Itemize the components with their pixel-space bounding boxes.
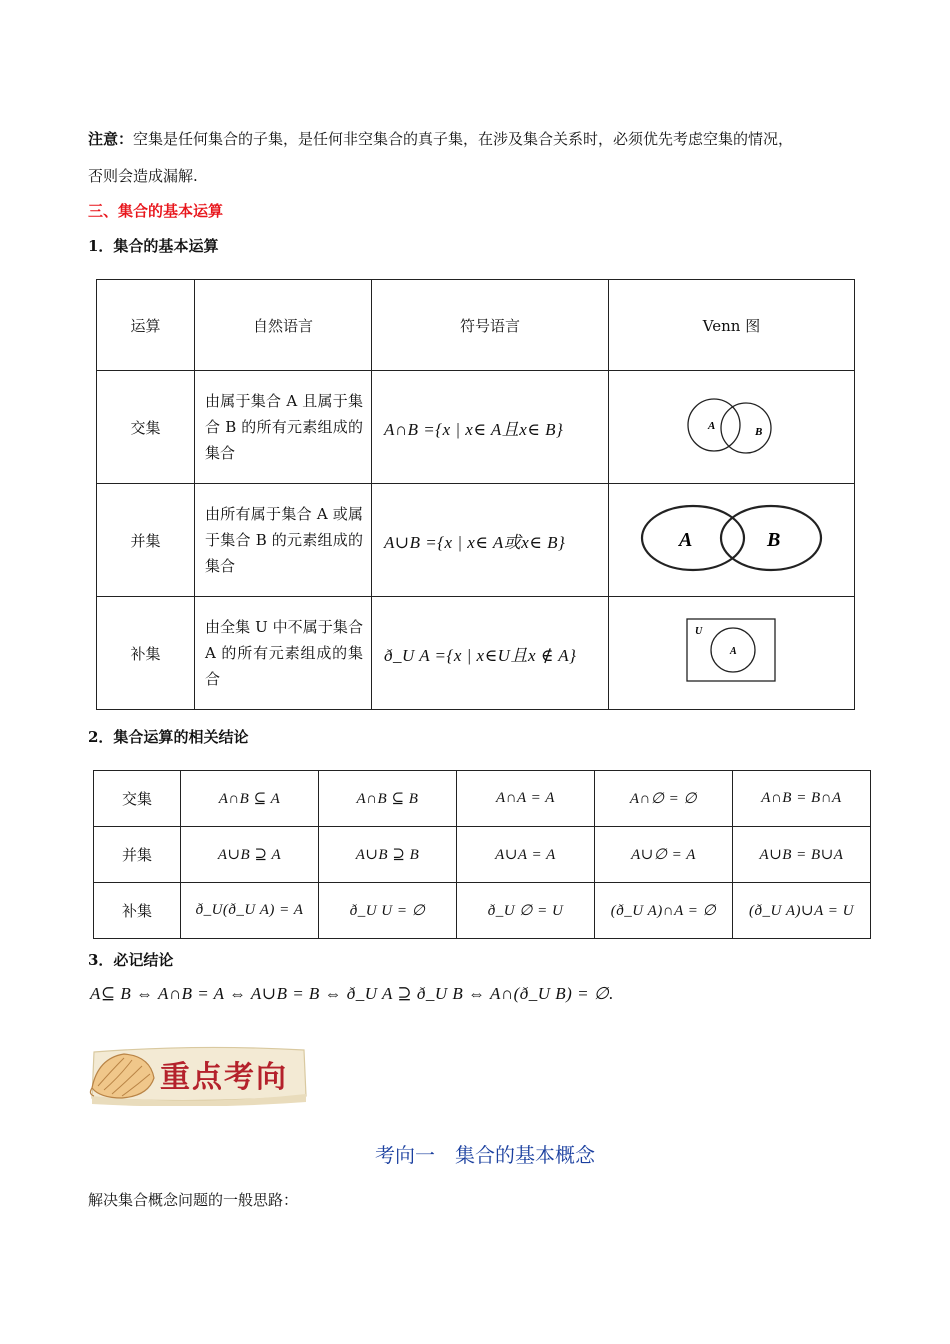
venn-label-b: B [766, 529, 780, 551]
natural-text: 由所有属于集合 A 或属于集合 B 的元素组成的集合 [205, 505, 363, 575]
table-row [97, 597, 855, 710]
set-conclusions-table [93, 770, 871, 939]
venn-complement-diagram [685, 617, 779, 685]
formula-cell: ð_U(ð_U A) = A [181, 883, 319, 939]
note-line-2: 否则会造成漏解. [88, 167, 198, 185]
key-conclusion: A⊆ B ⇔ A∩B = A ⇔ A∪B = B ⇔ ð_U A ⊇ ð_U B ⇔ A∩(ð_U B) = ∅. [90, 984, 614, 1003]
formula-cell: A∪A = A [457, 827, 595, 883]
note-label: 注意： [88, 130, 134, 148]
table-row [94, 827, 871, 883]
banner-title: 重点考向 [160, 1060, 288, 1095]
venn-label-a: A [678, 529, 692, 551]
shell-icon [88, 1048, 158, 1102]
formula-cell: A∪B ⊇ B [319, 827, 457, 883]
formula-cell: ð_U U = ∅ [319, 883, 457, 939]
venn-circle-b [721, 403, 771, 453]
formula-cell: A∪∅ = A [595, 827, 733, 883]
formula-cell: A∩A = A [457, 771, 595, 827]
subsection-title-2: 2．集合运算的相关结论 [88, 728, 249, 746]
table-row [94, 883, 871, 939]
formula-cell: (ð_U A)∩A = ∅ [595, 883, 733, 939]
header-natural-language: 自然语言 [195, 280, 372, 371]
key-directions-banner [88, 1044, 310, 1106]
table-header-row [97, 280, 855, 371]
formula-cell: A∩∅ = ∅ [595, 771, 733, 827]
natural-text: 由全集 U 中不属于集合 A 的所有元素组成的集合 [205, 618, 363, 688]
direction-title: 考向一 集合的基本概念 [375, 1143, 595, 1167]
formula-cell: (ð_U A)∪A = U [733, 883, 871, 939]
op-label: 交集 [97, 371, 195, 484]
formula-cell: A∩B = B∩A [733, 771, 871, 827]
formula-cell: ð_U ∅ = U [457, 883, 595, 939]
symbol-text: A∪B ={x | x∈ A或x∈ B} [384, 532, 566, 552]
subsection-title-1: 1．集合的基本运算 [88, 237, 219, 255]
subsection-title-3: 3．必记结论 [88, 951, 174, 969]
row-label: 补集 [94, 883, 181, 939]
intro-text: 解决集合概念问题的一般思路： [88, 1191, 299, 1209]
note-line-1 [88, 129, 793, 149]
header-venn: Venn 图 [609, 280, 855, 371]
venn-intersection-diagram [677, 393, 787, 457]
venn-ellipse-a [642, 506, 744, 570]
header-symbol-language: 符号语言 [372, 280, 609, 371]
table-row [94, 771, 871, 827]
natural-text: 由属于集合 A 且属于集合 B 的所有元素组成的集合 [205, 392, 363, 462]
symbol-text: A∩B ={x | x∈ A且x∈ B} [384, 419, 564, 439]
venn-label-b: B [754, 426, 762, 438]
table-row [97, 371, 855, 484]
op-label: 并集 [97, 484, 195, 597]
formula-cell: A∩B ⊆ A [181, 771, 319, 827]
table-row [97, 484, 855, 597]
section-title: 三、集合的基本运算 [88, 202, 224, 220]
formula-cell: A∪B = B∪A [733, 827, 871, 883]
set-operations-table [96, 279, 855, 710]
op-label: 补集 [97, 597, 195, 710]
row-label: 交集 [94, 771, 181, 827]
symbol-text: ð_U A ={x | x∈U且x ∉ A} [384, 645, 577, 665]
venn-union-diagram [637, 502, 827, 574]
row-label: 并集 [94, 827, 181, 883]
venn-label-a: A [729, 646, 737, 657]
note-text-1: 空集是任何集合的子集，是任何非空集合的真子集，在涉及集合关系时，必须优先考虑空集的情况， [133, 130, 794, 148]
venn-label-u: U [694, 626, 702, 637]
formula-cell: A∩B ⊆ B [319, 771, 457, 827]
venn-label-a: A [707, 420, 715, 432]
header-operation: 运算 [97, 280, 195, 371]
formula-cell: A∪B ⊇ A [181, 827, 319, 883]
